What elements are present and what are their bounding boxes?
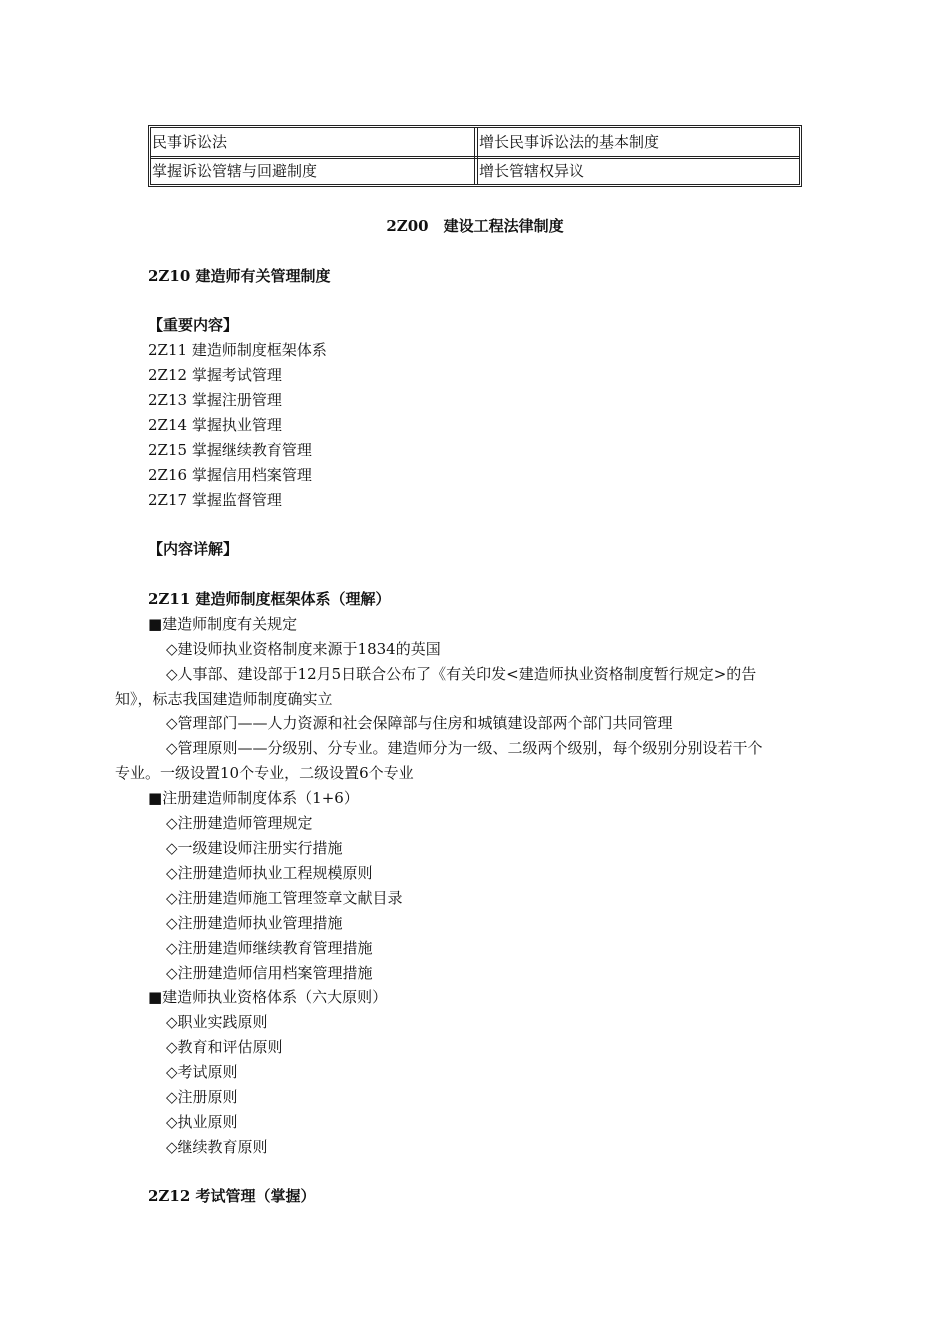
list-item: ◇注册建造师执业管理措施 — [166, 914, 343, 932]
list-item: ◇执业原则 — [166, 1113, 238, 1131]
list-item: ◇注册建造师继续教育管理措施 — [166, 939, 373, 957]
list-item: ◇注册原则 — [166, 1088, 238, 1106]
table-cell: 增长管辖权异议 — [479, 162, 585, 180]
list-item: ◇继续教育原则 — [166, 1138, 268, 1156]
table-row — [151, 157, 799, 185]
detail-header: 【内容详解】 — [148, 540, 239, 558]
table-cell: 增长民事诉讼法的基本制度 — [479, 133, 660, 151]
chapter-heading: 2Z00 建设工程法律制度 — [386, 217, 564, 235]
subsection-title: 2Z11 建造师制度框架体系（理解） — [148, 590, 391, 608]
list-item: 2Z11 建造师制度框架体系 — [148, 341, 327, 359]
list-item: ◇教育和评估原则 — [166, 1038, 283, 1056]
table-row — [151, 128, 799, 159]
section-title: 2Z10 建造师有关管理制度 — [148, 267, 331, 285]
list-item: ◇注册建造师施工管理签章文献目录 — [166, 889, 403, 907]
key-content-header: 【重要内容】 — [148, 316, 239, 334]
table-cell: 掌握诉讼管辖与回避制度 — [152, 162, 318, 180]
block-header: ■注册建造师制度体系（1+6） — [148, 789, 359, 807]
list-item: ◇一级建设师注册实行措施 — [166, 839, 343, 857]
list-item: ◇注册建造师执业工程规模原则 — [166, 864, 373, 882]
block-header: ■建造师制度有关规定 — [148, 615, 298, 633]
list-item: ◇考试原则 — [166, 1063, 238, 1081]
paragraph-line: ◇管理部门——人力资源和社会保障部与住房和城镇建设部两个部门共同管理 — [166, 714, 673, 732]
paragraph-line: ◇人事部、建设部于12月5日联合公布了《有关印发<建造师执业资格制度暂行规定>的告 — [166, 665, 757, 683]
list-item: 2Z14 掌握执业管理 — [148, 416, 282, 434]
paragraph-line: 知》，标志我国建造师制度确实立 — [115, 690, 333, 708]
paragraph-line: ◇管理原则——分级别、分专业。建造师分为一级、二级两个级别，每个级别分别设若干个 — [166, 739, 763, 757]
list-item: 2Z12 掌握考试管理 — [148, 366, 282, 384]
list-item: 2Z17 掌握监督管理 — [148, 491, 282, 509]
list-item: 2Z15 掌握继续教育管理 — [148, 441, 312, 459]
paragraph-line: 专业。一级设置10个专业，二级设置6个专业 — [115, 764, 414, 782]
block-header: ■建造师执业资格体系（六大原则） — [148, 988, 388, 1006]
list-item: ◇注册建造师信用档案管理措施 — [166, 964, 373, 982]
subsection-title: 2Z12 考试管理（掌握） — [148, 1187, 316, 1205]
list-item: ◇注册建造师管理规定 — [166, 814, 313, 832]
list-item: 2Z13 掌握注册管理 — [148, 391, 282, 409]
paragraph-line: ◇建设师执业资格制度来源于1834的英国 — [166, 640, 441, 658]
law-table — [148, 125, 802, 187]
list-item: ◇职业实践原则 — [166, 1013, 268, 1031]
table-cell: 民事诉讼法 — [152, 133, 228, 151]
list-item: 2Z16 掌握信用档案管理 — [148, 466, 312, 484]
